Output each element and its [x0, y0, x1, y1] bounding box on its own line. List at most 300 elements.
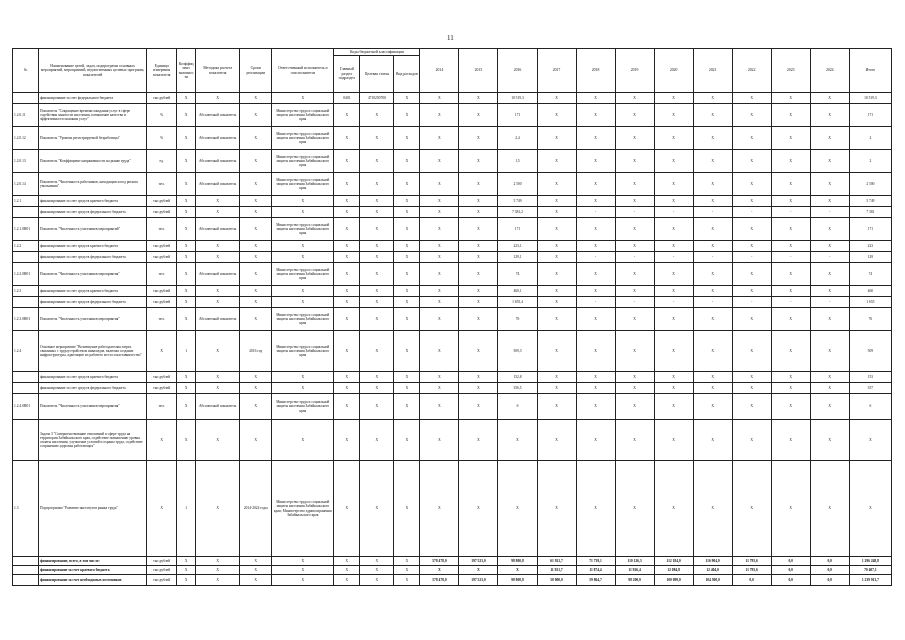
- row-unit: тыс.рублей: [147, 241, 177, 252]
- table-row: [13, 263, 892, 286]
- row-method: Абсолютный показатель: [196, 173, 240, 196]
- table-row: [13, 218, 892, 241]
- row-method: Абсолютный показатель: [196, 394, 240, 420]
- row-name: финансирование за счет средств федерального бюджета: [39, 297, 147, 308]
- row-executor: X: [272, 196, 334, 207]
- row-year-value: X: [537, 331, 576, 372]
- row-year-value: X: [693, 173, 732, 196]
- row-total: 7 381: [849, 207, 891, 218]
- row-year-value: X: [537, 93, 576, 104]
- row-year-value: X: [810, 331, 849, 372]
- row-coef: X: [177, 93, 196, 104]
- row-year-value: X: [576, 331, 615, 372]
- row-code-target: 4710250700: [360, 93, 394, 104]
- row-code-target: X: [360, 150, 394, 173]
- row-total: 1 239 913,7: [849, 575, 891, 586]
- row-coef: X: [177, 575, 196, 586]
- row-num: 1.2.0.12: [13, 127, 39, 150]
- row-year-value: X: [537, 252, 576, 263]
- row-code-type: X: [394, 566, 420, 575]
- row-year-value: X: [654, 308, 693, 331]
- row-year-value: X: [693, 150, 732, 173]
- row-year-value: X: [615, 461, 654, 557]
- row-method: X: [196, 241, 240, 252]
- row-year-value: X: [693, 331, 732, 372]
- row-year-value: X: [810, 383, 849, 394]
- row-year-value: 74: [498, 263, 537, 286]
- row-method: X: [196, 566, 240, 575]
- row-terms: X: [240, 173, 272, 196]
- row-year-value: 116 904,0: [693, 557, 732, 566]
- row-name: Показатель "Численность участников мероприятия": [39, 263, 147, 286]
- table-row: [13, 461, 892, 557]
- row-total: X: [849, 461, 891, 557]
- row-year-value: X: [732, 461, 771, 557]
- row-num: [13, 420, 39, 461]
- row-year-value: -: [576, 297, 615, 308]
- row-year-value: X: [459, 93, 498, 104]
- row-terms: X: [240, 394, 272, 420]
- row-year-value: X: [420, 461, 459, 557]
- row-total: 1 296 248,8: [849, 557, 891, 566]
- row-method: X: [196, 93, 240, 104]
- table-row: [13, 150, 892, 173]
- row-year-value: X: [576, 461, 615, 557]
- row-year-value: -: [693, 207, 732, 218]
- row-terms: X: [240, 263, 272, 286]
- row-name: финансирование, всего, в том числе:: [39, 557, 147, 566]
- row-year-value: 104 500,0: [693, 575, 732, 586]
- row-year-value: X: [771, 286, 810, 297]
- row-code-razdel: X: [334, 127, 360, 150]
- table-row: [13, 93, 892, 104]
- header-row-1: [13, 49, 892, 56]
- row-year-value: X: [615, 286, 654, 297]
- row-year-value: 0,0: [771, 557, 810, 566]
- row-name: финансирование за счет средств федерального бюджета: [39, 383, 147, 394]
- row-num: [13, 93, 39, 104]
- row-year-value: -: [615, 297, 654, 308]
- row-method: Абсолютный показатель: [196, 263, 240, 286]
- row-year-value: X: [615, 127, 654, 150]
- row-terms: X: [240, 372, 272, 383]
- row-year-value: X: [459, 383, 498, 394]
- row-year-value: X: [615, 331, 654, 372]
- row-executor: Министерство труда и социальной защиты населения Забайкальского края: [272, 173, 334, 196]
- row-year-value: 11 874,4: [576, 566, 615, 575]
- row-year-value: X: [654, 372, 693, 383]
- row-year-value: -: [654, 252, 693, 263]
- row-year-value: X: [654, 218, 693, 241]
- row-method: X: [196, 372, 240, 383]
- table-row: [13, 394, 892, 420]
- row-year-value: 1 655,4: [498, 297, 537, 308]
- row-code-razdel: X: [334, 150, 360, 173]
- row-num: 1.2.1: [13, 196, 39, 207]
- row-year-value: 12 084,8: [654, 566, 693, 575]
- row-unit: чел.: [147, 218, 177, 241]
- row-year-value: 112 184,0: [654, 557, 693, 566]
- row-executor: X: [272, 93, 334, 104]
- row-method: Абсолютный показатель: [196, 127, 240, 150]
- row-year-value: X: [615, 394, 654, 420]
- row-year-value: -: [693, 252, 732, 263]
- row-year-value: X: [615, 196, 654, 207]
- row-code-type: X: [394, 372, 420, 383]
- row-year-value: X: [693, 461, 732, 557]
- row-year-value: X: [654, 263, 693, 286]
- row-coef: X: [177, 372, 196, 383]
- row-year-value: X: [420, 150, 459, 173]
- row-code-razdel: X: [334, 218, 360, 241]
- row-year-value: X: [810, 150, 849, 173]
- table-row: [13, 566, 892, 575]
- row-coef: X: [177, 173, 196, 196]
- row-year-value: X: [459, 218, 498, 241]
- row-year-value: -: [576, 252, 615, 263]
- row-year-value: X: [459, 394, 498, 420]
- row-code-target: X: [360, 286, 394, 297]
- row-executor: X: [272, 286, 334, 297]
- header-codes-group: Коды бюджетной классификации: [334, 49, 420, 56]
- row-code-target: X: [360, 557, 394, 566]
- row-unit: чел.: [147, 394, 177, 420]
- row-total: 10 519,3: [849, 93, 891, 104]
- row-coef: X: [177, 252, 196, 263]
- row-year-value: 197 523,0: [459, 557, 498, 566]
- table-row: [13, 127, 892, 150]
- row-year-value: X: [732, 104, 771, 127]
- row-num: 1.2.0.14: [13, 173, 39, 196]
- row-name: Задача 3 "Совершенствование отношений в сфере труда на территории Забайкальского края, содействие повышению уровня оплаты населения, улучшение условий и охраны труда, содействие сохранению здоровья работающих": [39, 420, 147, 461]
- row-executor: Министерство труда и социальной защиты населения Забайкальского края: [272, 331, 334, 372]
- row-code-type: X: [394, 252, 420, 263]
- row-year-value: X: [459, 372, 498, 383]
- row-num: [13, 383, 39, 394]
- row-year-value: X: [771, 263, 810, 286]
- header-year: 2019: [615, 49, 654, 93]
- row-name: финансирование за счет краевого бюджета: [39, 566, 147, 575]
- header-coef: Коэффициент значимости: [177, 49, 196, 93]
- row-year-value: X: [615, 372, 654, 383]
- row-method: X: [196, 331, 240, 372]
- table-body: [13, 93, 892, 586]
- row-year-value: X: [771, 420, 810, 461]
- row-year-value: 509,3: [498, 331, 537, 372]
- table-row: [13, 372, 892, 383]
- row-year-value: X: [420, 566, 459, 575]
- row-method: Абсолютный показатель: [196, 308, 240, 331]
- row-year-value: X: [498, 461, 537, 557]
- row-year-value: X: [693, 127, 732, 150]
- row-year-value: X: [537, 263, 576, 286]
- row-year-value: X: [576, 241, 615, 252]
- row-num: [13, 297, 39, 308]
- row-year-value: -: [732, 297, 771, 308]
- row-coef: X: [177, 196, 196, 207]
- row-unit: X: [147, 420, 177, 461]
- row-year-value: 5 749: [498, 196, 537, 207]
- row-terms: X: [240, 308, 272, 331]
- row-year-value: X: [615, 104, 654, 127]
- row-method: Абсолютный показатель: [196, 150, 240, 173]
- row-year-value: X: [420, 263, 459, 286]
- row-method: X: [196, 252, 240, 263]
- row-year-value: X: [654, 104, 693, 127]
- table-row: [13, 331, 892, 372]
- row-coef: X: [177, 420, 196, 461]
- row-year-value: X: [420, 218, 459, 241]
- row-total: 70 407,1: [849, 566, 891, 575]
- row-coef: X: [177, 297, 196, 308]
- row-year-value: X: [459, 286, 498, 297]
- row-year-value: 10 519,3: [498, 93, 537, 104]
- row-year-value: X: [771, 173, 810, 196]
- row-name: финансирование за счет средств краевого бюджета: [39, 196, 147, 207]
- row-year-value: X: [693, 104, 732, 127]
- table-row: [13, 173, 892, 196]
- row-year-value: X: [459, 173, 498, 196]
- row-year-value: X: [732, 196, 771, 207]
- row-year-value: -: [654, 297, 693, 308]
- row-year-value: X: [732, 127, 771, 150]
- row-code-razdel: X: [334, 207, 360, 218]
- row-year-value: X: [537, 241, 576, 252]
- row-unit: тыс.рублей: [147, 196, 177, 207]
- table-row: [13, 196, 892, 207]
- row-year-value: -: [732, 252, 771, 263]
- row-executor: X: [272, 557, 334, 566]
- row-unit: тыс.рублей: [147, 383, 177, 394]
- row-year-value: X: [537, 461, 576, 557]
- row-year-value: X: [654, 331, 693, 372]
- row-coef: X: [177, 286, 196, 297]
- row-code-razdel: X: [334, 461, 360, 557]
- row-year-value: X: [654, 127, 693, 150]
- header-year: 2017: [537, 49, 576, 93]
- row-year-value: X: [537, 297, 576, 308]
- row-year-value: 98 200,0: [615, 575, 654, 586]
- row-year-value: X: [693, 308, 732, 331]
- row-name: Подпрограмма "Развитие институтов рынка труда": [39, 461, 147, 557]
- header-total: Итого: [849, 49, 891, 93]
- row-year-value: X: [537, 383, 576, 394]
- row-year-value: X: [459, 104, 498, 127]
- header-year: 2018: [576, 49, 615, 93]
- table-row: [13, 420, 892, 461]
- row-year-value: 11 795,6: [732, 557, 771, 566]
- row-unit: тыс.рублей: [147, 575, 177, 586]
- row-year-value: 76: [498, 308, 537, 331]
- row-year-value: X: [459, 420, 498, 461]
- row-unit: %: [147, 104, 177, 127]
- table-row: [13, 252, 892, 263]
- row-year-value: 98 800,8: [498, 575, 537, 586]
- row-year-value: X: [693, 286, 732, 297]
- row-code-type: X: [394, 241, 420, 252]
- row-name: Показатель "Уровень регистрируемой безработицы": [39, 127, 147, 150]
- row-year-value: 100 099,0: [654, 575, 693, 586]
- row-year-value: X: [693, 263, 732, 286]
- row-total: 76: [849, 308, 891, 331]
- row-coef: 1: [177, 461, 196, 557]
- row-year-value: X: [771, 150, 810, 173]
- row-year-value: X: [420, 297, 459, 308]
- row-year-value: X: [537, 150, 576, 173]
- header-executor: Ответственный исполнитель и соисполнители: [272, 49, 334, 93]
- row-year-value: X: [771, 127, 810, 150]
- row-num: 1.2.4: [13, 331, 39, 372]
- row-code-type: X: [394, 263, 420, 286]
- row-year-value: X: [537, 394, 576, 420]
- row-code-target: X: [360, 372, 394, 383]
- row-code-razdel: X: [334, 104, 360, 127]
- row-year-value: X: [810, 241, 849, 252]
- row-year-value: X: [537, 173, 576, 196]
- row-year-value: X: [810, 308, 849, 331]
- header-num: №: [13, 49, 39, 93]
- row-coef: X: [177, 127, 196, 150]
- row-method: X: [196, 196, 240, 207]
- row-executor: X: [272, 297, 334, 308]
- row-year-value: X: [732, 93, 771, 104]
- row-year-value: X: [537, 207, 576, 218]
- header-year: 2020: [654, 49, 693, 93]
- row-num: [13, 566, 39, 575]
- row-unit: X: [147, 461, 177, 557]
- row-year-value: X: [576, 263, 615, 286]
- row-year-value: X: [771, 218, 810, 241]
- row-name: Показатель "Численность участников мероприятия": [39, 394, 147, 420]
- row-year-value: 0,0: [810, 557, 849, 566]
- row-year-value: X: [537, 127, 576, 150]
- row-unit: ед.: [147, 150, 177, 173]
- row-code-type: X: [394, 286, 420, 297]
- row-code-target: X: [360, 104, 394, 127]
- row-year-value: X: [615, 150, 654, 173]
- row-terms: X: [240, 127, 272, 150]
- row-year-value: X: [615, 241, 654, 252]
- table-row: [13, 297, 892, 308]
- row-year-value: X: [810, 461, 849, 557]
- row-year-value: 356,5: [498, 383, 537, 394]
- row-code-type: X: [394, 173, 420, 196]
- row-executor: Министерство труда и социальной защиты населения Забайкальского края: [272, 394, 334, 420]
- row-year-value: X: [615, 263, 654, 286]
- row-code-razdel: X: [334, 557, 360, 566]
- row-code-type: X: [394, 308, 420, 331]
- row-year-value: 2,4: [498, 127, 537, 150]
- row-num: 1.2.1.0Н01: [13, 218, 39, 241]
- row-year-value: -: [732, 207, 771, 218]
- row-year-value: 171: [498, 218, 537, 241]
- row-year-value: X: [420, 173, 459, 196]
- row-year-value: X: [810, 286, 849, 297]
- row-code-razdel: X: [334, 383, 360, 394]
- row-method: X: [196, 207, 240, 218]
- row-code-razdel: X: [334, 196, 360, 207]
- row-num: [13, 252, 39, 263]
- row-year-value: -: [771, 252, 810, 263]
- row-year-value: X: [693, 93, 732, 104]
- row-terms: X: [240, 420, 272, 461]
- row-year-value: X: [810, 173, 849, 196]
- row-num: [13, 207, 39, 218]
- row-num: 1.2.4.0Н01: [13, 394, 39, 420]
- row-name: финансирование за счет средств федерального бюджета: [39, 207, 147, 218]
- row-code-type: X: [394, 461, 420, 557]
- row-year-value: X: [420, 372, 459, 383]
- row-year-value: X: [693, 241, 732, 252]
- row-total: 223: [849, 241, 891, 252]
- row-coef: X: [177, 557, 196, 566]
- row-year-value: X: [810, 93, 849, 104]
- table-row: [13, 557, 892, 566]
- row-code-razdel: X: [334, 308, 360, 331]
- row-year-value: 197 523,0: [459, 575, 498, 586]
- row-year-value: X: [732, 218, 771, 241]
- row-total: 2 500: [849, 173, 891, 196]
- row-terms: X: [240, 286, 272, 297]
- row-code-razdel: X: [334, 372, 360, 383]
- row-year-value: X: [537, 218, 576, 241]
- row-year-value: X: [576, 383, 615, 394]
- row-year-value: X: [459, 461, 498, 557]
- row-year-value: X: [810, 420, 849, 461]
- header-year: 2015: [459, 49, 498, 93]
- row-code-type: X: [394, 331, 420, 372]
- row-code-target: X: [360, 263, 394, 286]
- table-row: [13, 383, 892, 394]
- row-year-value: X: [576, 173, 615, 196]
- row-method: X: [196, 286, 240, 297]
- header-unit: Единица измерения показателя: [147, 49, 177, 93]
- row-code-type: X: [394, 104, 420, 127]
- row-year-value: X: [576, 196, 615, 207]
- row-executor: Министерство труда и социальной защиты населения Забайкальского края: [272, 104, 334, 127]
- row-year-value: -: [771, 207, 810, 218]
- row-code-target: X: [360, 566, 394, 575]
- row-year-value: X: [459, 207, 498, 218]
- row-name: Показатель "Численность участников мероприятий": [39, 218, 147, 241]
- row-executor: X: [272, 566, 334, 575]
- row-year-value: 1,5: [498, 150, 537, 173]
- row-unit: тыс.рублей: [147, 557, 177, 566]
- row-year-value: X: [615, 93, 654, 104]
- row-year-value: X: [576, 150, 615, 173]
- row-year-value: 152,8: [498, 372, 537, 383]
- row-name: Основное мероприятие "Возмещение работодателям затрат, связанных с трудоустройством инвалидов, включая создание инфраструктуры, адаптацию их рабочего места и наставничество": [39, 331, 147, 372]
- header-year: 2021: [693, 49, 732, 93]
- row-unit: тыс.рублей: [147, 566, 177, 575]
- row-terms: X: [240, 383, 272, 394]
- row-code-target: X: [360, 575, 394, 586]
- row-year-value: X: [615, 308, 654, 331]
- row-year-value: X: [420, 252, 459, 263]
- row-year-value: X: [732, 150, 771, 173]
- row-year-value: X: [654, 461, 693, 557]
- row-year-value: X: [810, 196, 849, 207]
- row-year-value: X: [420, 207, 459, 218]
- header-name: Наименование целей, задач, подпрограмм основных мероприятий, мероприятий, ведомственных целевых программ, показателей: [39, 49, 147, 93]
- row-year-value: X: [420, 104, 459, 127]
- row-executor: Министерство труда и социальной защиты населения Забайкальского края; Министерство здравоохранения Забайкальского края: [272, 461, 334, 557]
- row-terms: X: [240, 252, 272, 263]
- row-coef: X: [177, 241, 196, 252]
- row-total: 460: [849, 286, 891, 297]
- row-code-type: X: [394, 297, 420, 308]
- row-year-value: X: [654, 150, 693, 173]
